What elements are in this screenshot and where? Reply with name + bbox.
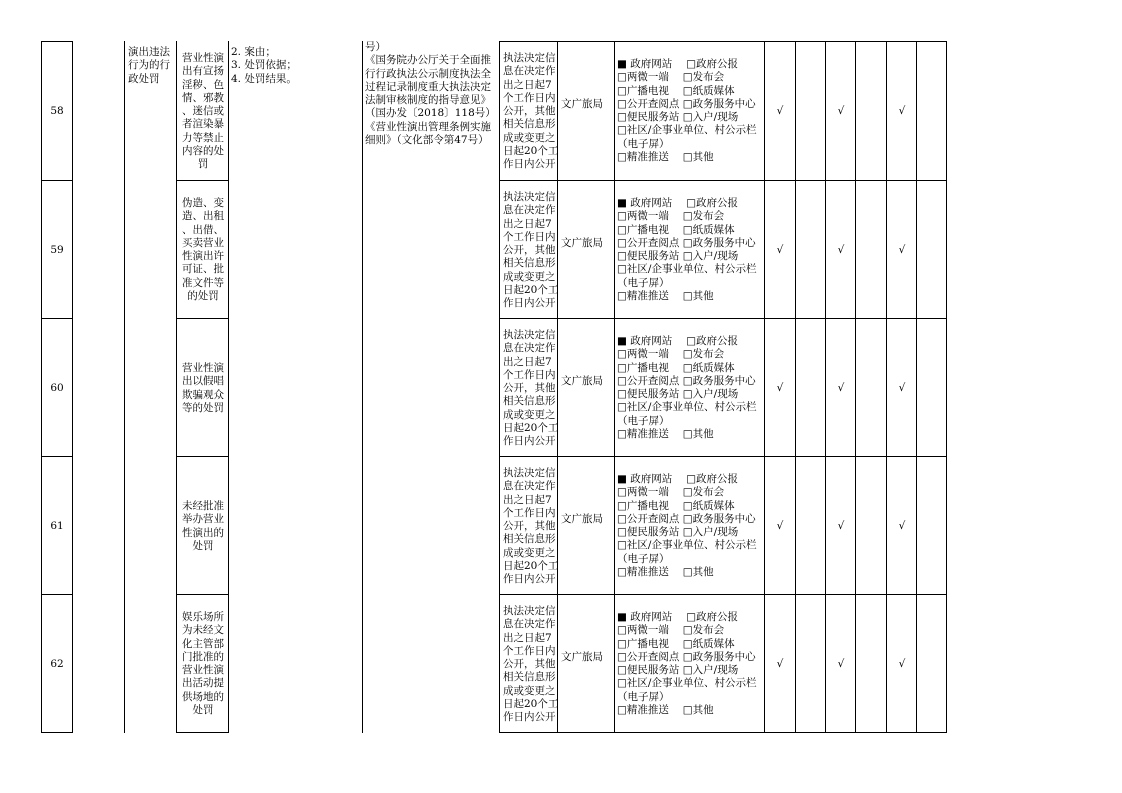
content-cell: 2. 案由； 3. 处罚依据； 4. 处罚结果。 <box>231 46 297 85</box>
column-border <box>614 41 615 733</box>
row-border <box>176 456 229 457</box>
check-mark: √ <box>776 105 784 117</box>
row-border <box>176 732 229 733</box>
timing-cell: 执法决定信 息在决定作 出之日起7 个工作日内 公开，其他 相关信息形 成或变更之 日起20个工 作日内公开 <box>503 605 559 724</box>
check-mark: √ <box>776 520 784 532</box>
category-cell: 演出违法 行为的行 政处罚 <box>128 46 170 85</box>
channels-cell: ■ 政府网站 □政府公报 □两微一端 □发布会 □广播电视 □纸质媒体 □公开查阅点 □政务服务中心 □便民服务站 □入户/现场 □社区/企事业单位、村公示栏 （电子屏） □精准推送 □其他 <box>617 473 757 579</box>
row-border <box>499 732 947 733</box>
item-name: 营业性演 出以假唱 欺骗观众 等的处罚 <box>182 362 224 414</box>
check-mark: √ <box>837 105 845 117</box>
row-border <box>41 41 73 42</box>
channels-cell: ■ 政府网站 □政府公报 □两微一端 □发布会 □广播电视 □纸质媒体 □公开查阅点 □政务服务中心 □便民服务站 □入户/现场 □社区/企事业单位、村公示栏 （电子屏） □精准推送 □其他 <box>617 197 757 303</box>
check-mark: √ <box>898 105 906 117</box>
channels-cell: ■ 政府网站 □政府公报 □两微一端 □发布会 □广播电视 □纸质媒体 □公开查阅点 □政务服务中心 □便民服务站 □入户/现场 □社区/企事业单位、村公示栏 （电子屏） □精准推送 □其他 <box>617 58 757 164</box>
column-border <box>228 41 229 733</box>
row-number: 59 <box>50 244 64 256</box>
row-number: 62 <box>50 658 64 670</box>
item-name: 营业性演 出有宣扬 淫秽、色 情、邪教 、迷信或 者渲染暴 力等禁止 内容的处 罚 <box>182 52 224 171</box>
timing-cell: 执法决定信 息在决定作 出之日起7 个工作日内 公开，其他 相关信息形 成或变更之 日起20个工 作日内公开 <box>503 329 559 448</box>
row-number: 58 <box>50 105 64 117</box>
row-border <box>499 318 947 319</box>
check-mark: √ <box>898 658 906 670</box>
row-number: 61 <box>50 520 64 532</box>
channels-cell: ■ 政府网站 □政府公报 □两微一端 □发布会 □广播电视 □纸质媒体 □公开查阅点 □政务服务中心 □便民服务站 □入户/现场 □社区/企事业单位、村公示栏 （电子屏） □精准推送 □其他 <box>617 335 757 441</box>
basis-cell: 号） 《国务院办公厅关于全面推 行行政执法公示制度执法全 过程记录制度重大执法决定 法制审核制度的指导意见》 （国办发〔2018〕118号） 《营业性演出管理条例实施 细则》（文化部令第47号） <box>365 41 496 147</box>
row-border <box>41 318 73 319</box>
check-mark: √ <box>898 382 906 394</box>
row-border <box>176 594 229 595</box>
item-name: 娱乐场所 为未经文 化主管部 门批准的 营业性演 出活动提 供场地的 处罚 <box>182 611 224 717</box>
department-cell: 文广旅局 <box>561 651 603 663</box>
check-mark: √ <box>898 244 906 256</box>
column-border <box>499 41 500 733</box>
column-border <box>176 41 177 733</box>
row-border <box>41 180 73 181</box>
column-border <box>72 41 73 733</box>
timing-cell: 执法决定信 息在决定作 出之日起7 个工作日内 公开，其他 相关信息形 成或变更之 日起20个工 作日内公开 <box>503 52 559 171</box>
item-name: 伪造、变 造、出租 、出借、 买卖营业 性演出许 可证、批 准文件等 的处罚 <box>182 197 224 303</box>
column-border <box>362 41 363 733</box>
department-cell: 文广旅局 <box>561 513 603 525</box>
timing-cell: 执法决定信 息在决定作 出之日起7 个工作日内 公开，其他 相关信息形 成或变更之 日起20个工 作日内公开 <box>503 191 559 310</box>
check-mark: √ <box>837 658 845 670</box>
row-border <box>499 456 947 457</box>
row-border <box>41 456 73 457</box>
row-border <box>499 180 947 181</box>
check-mark: √ <box>776 382 784 394</box>
row-border <box>499 594 947 595</box>
row-border <box>176 180 229 181</box>
check-mark: √ <box>837 382 845 394</box>
department-cell: 文广旅局 <box>561 375 603 387</box>
item-name: 未经批准 举办营业 性演出的 处罚 <box>182 500 224 552</box>
check-mark: √ <box>837 520 845 532</box>
row-border <box>41 732 73 733</box>
row-border <box>41 594 73 595</box>
row-border <box>176 318 229 319</box>
column-border <box>124 41 125 733</box>
row-number: 60 <box>50 382 64 394</box>
column-border <box>946 41 947 733</box>
row-border <box>499 41 947 42</box>
channels-cell: ■ 政府网站 □政府公报 □两微一端 □发布会 □广播电视 □纸质媒体 □公开查阅点 □政务服务中心 □便民服务站 □入户/现场 □社区/企事业单位、村公示栏 （电子屏） □精准推送 □其他 <box>617 611 757 717</box>
check-mark: √ <box>776 658 784 670</box>
check-mark: √ <box>776 244 784 256</box>
column-border <box>795 41 796 733</box>
check-mark: √ <box>898 520 906 532</box>
timing-cell: 执法决定信 息在决定作 出之日起7 个工作日内 公开，其他 相关信息形 成或变更之 日起20个工 作日内公开 <box>503 467 559 586</box>
department-cell: 文广旅局 <box>561 237 603 249</box>
check-mark: √ <box>837 244 845 256</box>
department-cell: 文广旅局 <box>561 98 603 110</box>
